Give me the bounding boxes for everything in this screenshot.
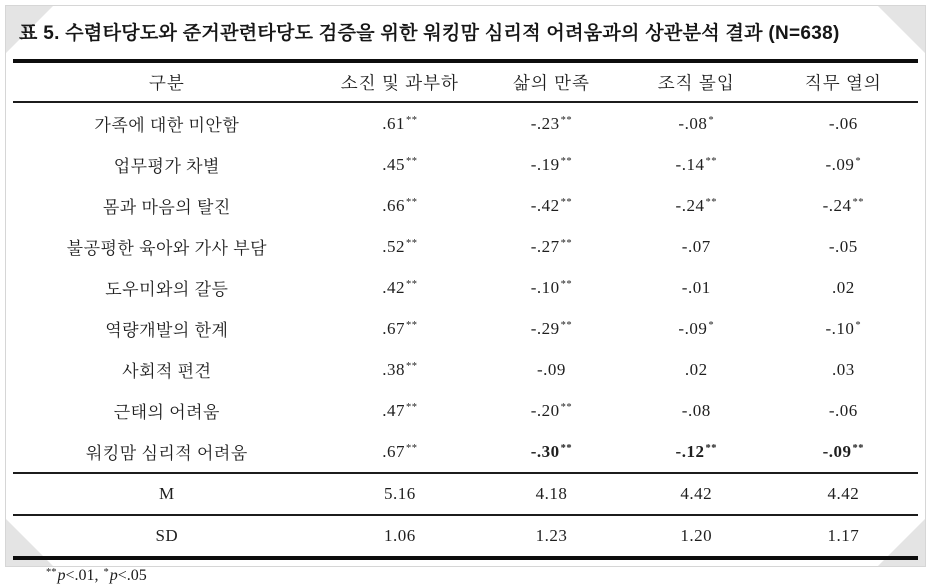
correlation-cell — [624, 102, 769, 144]
correlation-cell — [479, 267, 624, 308]
cell-value: -.10 — [531, 278, 560, 297]
significance-stars: ** — [705, 443, 717, 454]
cell-value: -.09 — [825, 155, 854, 174]
table-row — [13, 431, 918, 473]
correlation-cell — [624, 144, 769, 185]
correlation-cell — [624, 390, 769, 431]
correlation-cell — [321, 267, 479, 308]
correlation-cell — [769, 226, 918, 267]
cell-value: -.29 — [531, 319, 560, 338]
significance-footnote — [13, 567, 918, 585]
cell-value: -.06 — [829, 114, 858, 133]
significance-stars: ** — [406, 402, 418, 413]
row-label: 도우미와의 갈등 — [13, 267, 321, 308]
cell-value: .42 — [382, 278, 405, 297]
summary-value: 1.23 — [479, 515, 624, 556]
correlation-cell — [769, 144, 918, 185]
significance-stars: ** — [561, 279, 573, 290]
significance-stars: ** — [406, 320, 418, 331]
significance-stars: ** — [705, 197, 717, 208]
cell-value: -.24 — [676, 196, 705, 215]
correlation-cell — [624, 267, 769, 308]
header-row — [13, 63, 918, 102]
summary-row — [13, 515, 918, 556]
cell-value: -.01 — [682, 278, 711, 297]
cell-value: .67 — [382, 442, 405, 461]
row-label: 역량개발의 한계 — [13, 308, 321, 349]
correlation-cell — [479, 102, 624, 144]
significance-stars: ** — [406, 156, 418, 167]
table-header — [13, 63, 918, 102]
significance-stars: ** — [561, 115, 573, 126]
table-row — [13, 226, 918, 267]
correlation-table — [13, 63, 918, 556]
row-label: 업무평가 차별 — [13, 144, 321, 185]
cell-value: .52 — [382, 237, 405, 256]
correlation-cell — [769, 349, 918, 390]
footnote-threshold: <.01, — [66, 567, 103, 584]
correlation-cell — [479, 431, 624, 473]
row-label: 몸과 마음의 탈진 — [13, 185, 321, 226]
cell-value: -.23 — [531, 114, 560, 133]
correlation-cell — [321, 185, 479, 226]
cell-value: .45 — [382, 155, 405, 174]
cell-value: -.08 — [682, 401, 711, 420]
row-label: 근태의 어려움 — [13, 390, 321, 431]
p-symbol: p — [110, 567, 118, 584]
summary-body — [13, 473, 918, 556]
correlation-cell — [479, 308, 624, 349]
cell-value: -.08 — [678, 114, 707, 133]
summary-label: M — [13, 473, 321, 515]
cell-value: -.14 — [676, 155, 705, 174]
correlation-cell — [321, 431, 479, 473]
correlation-cell — [624, 308, 769, 349]
cell-value: -.07 — [682, 237, 711, 256]
cell-value: -.24 — [823, 196, 852, 215]
cell-value: .03 — [832, 360, 855, 379]
cell-value: -.06 — [829, 401, 858, 420]
correlation-cell — [479, 144, 624, 185]
correlation-cell — [769, 308, 918, 349]
footnote-part — [103, 567, 147, 584]
column-header-org-commitment: 조직 몰입 — [624, 63, 769, 102]
correlation-cell — [769, 390, 918, 431]
cell-value: -.09 — [678, 319, 707, 338]
summary-value: 4.42 — [624, 473, 769, 515]
table-row — [13, 185, 918, 226]
cell-value: -.20 — [531, 401, 560, 420]
cell-value: .47 — [382, 401, 405, 420]
table-row — [13, 349, 918, 390]
correlation-cell — [321, 226, 479, 267]
significance-stars: * — [855, 320, 861, 331]
cell-value: -.27 — [531, 237, 560, 256]
correlation-cell — [321, 144, 479, 185]
cell-value: -.05 — [829, 237, 858, 256]
bottom-rule — [13, 556, 918, 560]
cell-value: -.09 — [823, 442, 852, 461]
clipped-table-region — [5, 5, 926, 567]
significance-stars: ** — [561, 443, 573, 454]
table-row — [13, 390, 918, 431]
summary-value: 1.17 — [769, 515, 918, 556]
correlation-cell — [624, 349, 769, 390]
correlation-cell — [624, 185, 769, 226]
column-header-burnout-overload: 소진 및 과부하 — [321, 63, 479, 102]
significance-stars: ** — [561, 197, 573, 208]
correlation-cell — [769, 267, 918, 308]
correlation-cell — [769, 431, 918, 473]
significance-stars: ** — [561, 238, 573, 249]
significance-stars: * — [708, 320, 714, 331]
correlation-cell — [321, 308, 479, 349]
table-body — [13, 102, 918, 473]
significance-stars: ** — [561, 320, 573, 331]
column-header-category: 구분 — [13, 63, 321, 102]
summary-row — [13, 473, 918, 515]
correlation-cell — [769, 102, 918, 144]
significance-stars: ** — [406, 279, 418, 290]
cell-value: -.12 — [676, 442, 705, 461]
correlation-cell — [321, 349, 479, 390]
cell-value: .02 — [832, 278, 855, 297]
table-title: 표 5. 수렴타당도와 준거관련타당도 검증을 위한 워킹맘 심리적 어려움과의 상관분석 결과 (N=638) — [6, 6, 925, 46]
summary-value: 4.42 — [769, 473, 918, 515]
correlation-cell — [479, 226, 624, 267]
cell-value: .61 — [382, 114, 405, 133]
correlation-cell — [624, 431, 769, 473]
correlation-cell — [479, 185, 624, 226]
row-label: 불공평한 육아와 가사 부담 — [13, 226, 321, 267]
summary-value: 4.18 — [479, 473, 624, 515]
correlation-cell — [321, 390, 479, 431]
significance-stars: ** — [561, 402, 573, 413]
table-row — [13, 144, 918, 185]
cell-value: -.30 — [531, 442, 560, 461]
cell-value: -.42 — [531, 196, 560, 215]
footnote-part — [45, 567, 103, 584]
cell-value: -.09 — [537, 360, 566, 379]
table-row — [13, 308, 918, 349]
significance-stars: ** — [705, 156, 717, 167]
significance-stars: ** — [406, 238, 418, 249]
correlation-cell — [769, 185, 918, 226]
row-label: 워킹맘 심리적 어려움 — [13, 431, 321, 473]
correlation-cell — [479, 349, 624, 390]
table-row — [13, 102, 918, 144]
significance-stars: ** — [406, 443, 418, 454]
column-header-life-satisfaction: 삶의 만족 — [479, 63, 624, 102]
table-content — [6, 6, 925, 585]
row-label: 가족에 대한 미안함 — [13, 102, 321, 144]
summary-value: 1.06 — [321, 515, 479, 556]
correlation-cell — [624, 226, 769, 267]
summary-value: 1.20 — [624, 515, 769, 556]
summary-label: SD — [13, 515, 321, 556]
cell-value: -.19 — [531, 155, 560, 174]
cell-value: -.10 — [825, 319, 854, 338]
p-symbol: p — [58, 567, 66, 584]
correlation-cell — [479, 390, 624, 431]
column-header-job-engagement: 직무 열의 — [769, 63, 918, 102]
significance-stars: * — [855, 156, 861, 167]
table-row — [13, 267, 918, 308]
cell-value: .02 — [685, 360, 708, 379]
significance-stars: ** — [406, 115, 418, 126]
correlation-cell — [321, 102, 479, 144]
significance-stars: ** — [853, 443, 865, 454]
significance-stars: ** — [853, 197, 865, 208]
significance-stars: * — [708, 115, 714, 126]
footnote-threshold: <.05 — [118, 567, 147, 584]
single-asterisk: * — [104, 567, 109, 578]
significance-stars: ** — [561, 156, 573, 167]
cell-value: .66 — [382, 196, 405, 215]
summary-value: 5.16 — [321, 473, 479, 515]
row-label: 사회적 편견 — [13, 349, 321, 390]
significance-stars: ** — [406, 197, 418, 208]
significance-stars: ** — [406, 361, 418, 372]
cell-value: .67 — [382, 319, 405, 338]
cell-value: .38 — [382, 360, 405, 379]
double-asterisk: ** — [46, 567, 57, 578]
